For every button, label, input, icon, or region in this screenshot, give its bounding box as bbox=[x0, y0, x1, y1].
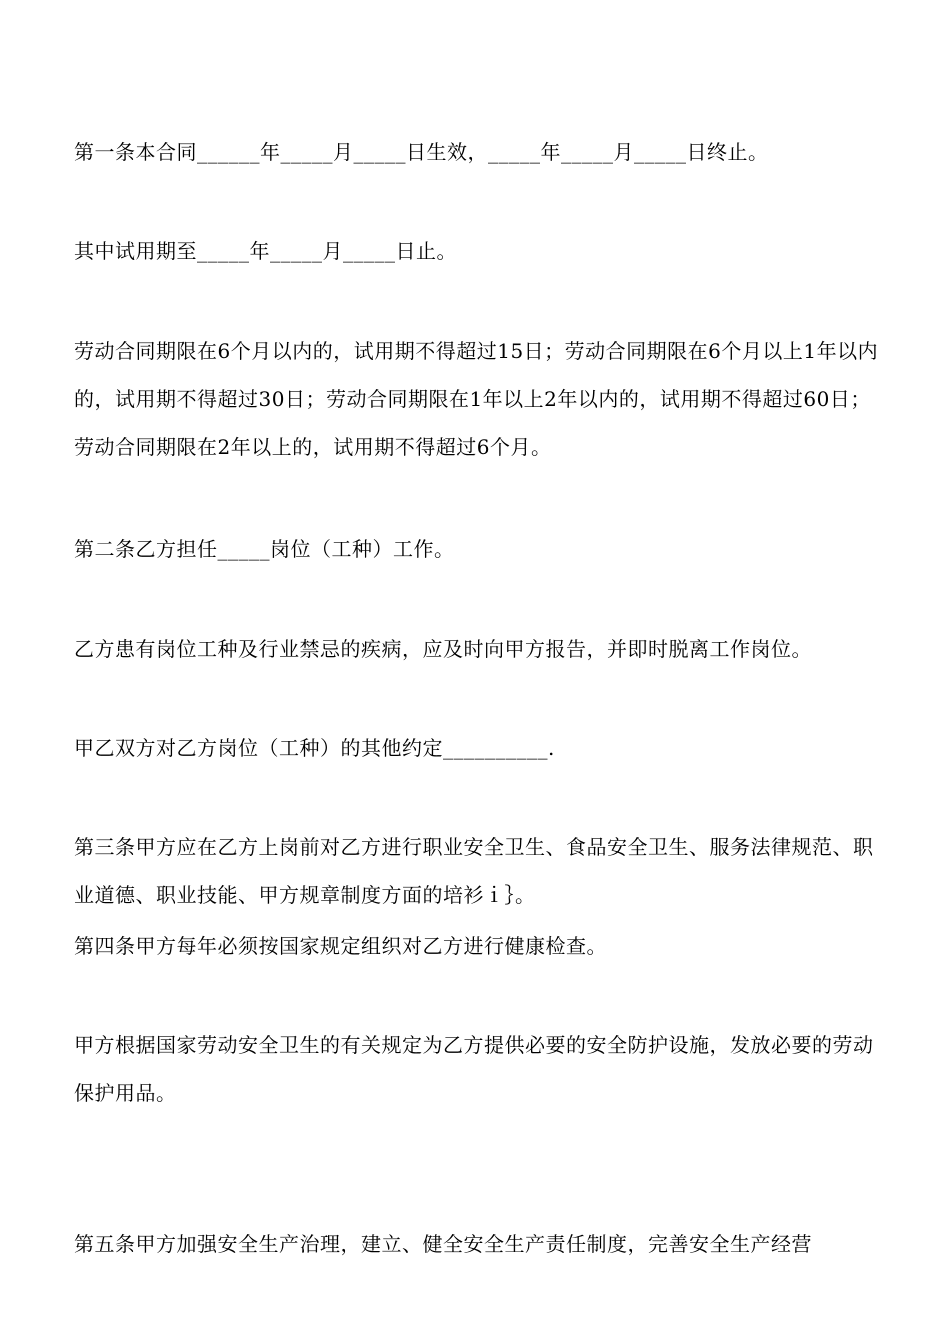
paragraph-probation-end: 其中试用期至_____年_____月_____日止。 bbox=[74, 239, 457, 263]
paragraph-article-4-health-check: 第四条甲方每年必须按国家规定组织对乙方进行健康检查。 bbox=[74, 934, 607, 958]
paragraph-other-agreements: 甲乙双方对乙方岗位（工种）的其他约定__________. bbox=[74, 736, 555, 760]
paragraph-disease-report: 乙方患有岗位工种及行业禁忌的疾病，应及时向甲方报告，并即时脱离工作岗位。 bbox=[74, 637, 812, 661]
paragraph-article-1-term: 第一条本合同______年_____月_____日生效，_____年_____月_____日终止。 bbox=[74, 140, 769, 164]
paragraph-article-5-safety: 第五条甲方加强安全生产治理，建立、健全安全生产责任制度，完善安全生产经营 bbox=[74, 1232, 812, 1256]
paragraph-protection-equipment: 甲方根据国家劳动安全卫生的有关规定为乙方提供必要的安全防护设施，发放必要的劳动保护用品。 bbox=[74, 1033, 874, 1105]
paragraph-probation-limits: 劳动合同期限在6个月以内的，试用期不得超过15日；劳动合同期限在6个月以上1年以内的，试用期不得超过30日；劳动合同期限在1年以上2年以内的，试用期不得超过60日；劳动合同期限在2年以上的，试用期不得超过6个月。 bbox=[74, 339, 879, 459]
paragraph-article-2-position: 第二条乙方担任_____岗位（工种）工作。 bbox=[74, 537, 455, 561]
paragraph-article-3-training: 第三条甲方应在乙方上岗前对乙方进行职业安全卫生、食品安全卫生、服务法律规范、职业道德、职业技能、甲方规章制度方面的培衫ｉ｝。 bbox=[74, 835, 874, 907]
document-page bbox=[74, 0, 880, 1344]
